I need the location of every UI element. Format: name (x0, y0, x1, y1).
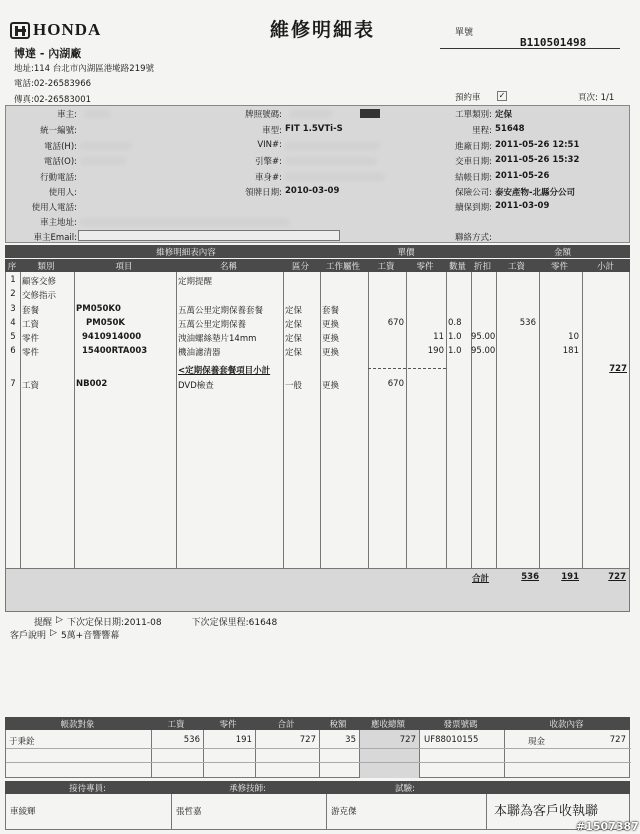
table-cell-seq: 6 (10, 346, 16, 356)
doc-no-label: 單號 (455, 28, 474, 38)
table-cell-seq: 2 (10, 289, 16, 299)
user-label: 使用人: (48, 188, 77, 198)
signature-header (5, 781, 630, 794)
engine-redacted (285, 157, 377, 165)
billing-col-invoice: 發票號碼 (443, 719, 478, 730)
vin-redacted (285, 142, 380, 150)
table-cell-div: 定保 (285, 334, 303, 344)
mileage-value: 51648 (495, 124, 525, 134)
table-cell-am-parts: 181 (562, 346, 579, 356)
brand-name: HONDA (33, 20, 102, 39)
reminder-line (34, 615, 277, 628)
table-cell-up-labor: 670 (387, 318, 404, 328)
tax-id-label: 統一編號: (40, 126, 77, 136)
total-label: 合計 (472, 574, 490, 584)
owner-address-redacted (80, 218, 290, 226)
table-cell-up-labor: 670 (387, 379, 404, 389)
table-cell-seq: 5 (10, 332, 16, 342)
table-cell-up-parts: 11 (433, 332, 444, 342)
watermark: #1507387 (576, 820, 639, 833)
billing-invoice: UF88010155 (424, 735, 479, 745)
next-service-date: 下次定保日期:2011-08 (66, 618, 162, 628)
out-date-value: 2011-05-26 15:32 (495, 155, 580, 165)
table-cell-item: 9410914000 (82, 332, 142, 342)
in-date-label: 進廠日期: (455, 142, 492, 152)
billing-body (5, 730, 630, 778)
owner-address-label: 車主地址: (40, 218, 77, 228)
col-seq: 序 (7, 261, 17, 272)
reception-name: 車綾輝 (10, 807, 36, 817)
billing-total: 727 (299, 735, 316, 745)
billing-parts: 191 (235, 735, 252, 745)
shop-fax: 傳真:02-26583001 (14, 95, 92, 105)
billing-pay-method: 現金 (528, 737, 546, 747)
arrow-right-icon: ▷ (50, 628, 57, 638)
table-cell-name: 五萬公里定期保養 (178, 320, 247, 330)
insurer-label: 保險公司: (455, 188, 492, 198)
table-cell-seq: 7 (10, 379, 16, 389)
group-content-header: 維修明細表內容 (156, 247, 216, 258)
col-division: 區分 (291, 261, 309, 272)
inspector-name: 游克傑 (331, 807, 357, 817)
table-cell-disc: 95.00 (471, 332, 496, 342)
customer-note-label: 客戶說明 (10, 631, 47, 641)
check-icon: ✓ (498, 91, 506, 100)
total-labor: 536 (521, 572, 539, 582)
billing-col-receivable: 應收總額 (370, 719, 405, 730)
billing-payer: 于秉銓 (9, 737, 35, 747)
billing-pay-amount: 727 (609, 735, 626, 745)
group-amount-header: 金額 (553, 247, 571, 258)
totals-row (5, 568, 630, 612)
table-cell-cat: 交修指示 (22, 291, 57, 301)
insurer-value: 泰安產物-北縣分公司 (495, 188, 576, 198)
signature-body (5, 794, 630, 830)
col-discount: 折扣 (473, 261, 491, 272)
table-cell-cat: 零件 (22, 348, 40, 358)
mobile-label: 行動電話: (40, 173, 77, 183)
table-cell-name: DVD檢查 (178, 381, 214, 391)
model-label: 車型: (262, 126, 282, 136)
shop-address: 地址:114 台北市內湖區港墘路219號 (14, 64, 155, 74)
billing-col-tax: 稅額 (329, 719, 347, 730)
plate-redacted (290, 110, 332, 118)
work-type-value: 定保 (495, 110, 513, 120)
total-parts: 191 (561, 572, 579, 582)
reception-label: 接待專員: (69, 783, 106, 794)
user-phone-label: 使用人電話: (31, 203, 77, 213)
reservation-label: 預約車 (455, 93, 481, 103)
table-cell-cat: 工資 (22, 381, 40, 391)
phone-h-redacted (80, 142, 132, 150)
phone-h-label: 電話(H): (44, 142, 77, 152)
col-amount-parts: 零件 (550, 261, 568, 272)
page-number: 頁次: 1/1 (578, 93, 615, 103)
reg-date-value: 2010-03-09 (285, 186, 340, 196)
table-cell-name: 定期提醒 (178, 277, 213, 287)
table-cell-attr: 套餐 (322, 306, 340, 316)
model-value: FIT 1.5VTi-S (285, 124, 343, 134)
table-cell-div: 定保 (285, 306, 303, 316)
shop-name: 博達 - 內湖廠 (14, 47, 82, 60)
table-cell-item: 15400RTA003 (82, 346, 148, 356)
table-cell-qty: 0.8 (448, 318, 462, 328)
table-cell-am-parts: 10 (568, 332, 579, 342)
customer-note: 5萬+音響響幕 (60, 631, 120, 641)
billing-labor: 536 (183, 735, 200, 745)
table-cell-div: 定保 (285, 348, 303, 358)
col-work-attr: 工作屬性 (325, 261, 360, 272)
table-cell-seq: 3 (10, 304, 16, 314)
group-unit-price-header: 單價 (397, 247, 415, 258)
billing-col-payer: 帳款對象 (60, 719, 95, 730)
table-cell-div: 一般 (285, 381, 303, 391)
table-cell-subtotal: 727 (609, 364, 627, 374)
table-cell-name: 洩油螺絲墊片14mm (178, 334, 257, 344)
next-service-mileage: 下次定保里程:61648 (191, 618, 278, 628)
table-group-header (5, 245, 630, 258)
table-cell-qty: 1.0 (448, 346, 462, 356)
col-category: 類別 (37, 261, 55, 272)
table-cell-attr: 更換 (322, 320, 340, 330)
page-title: 維修明細表 (270, 19, 376, 41)
table-cell-attr: 更換 (322, 381, 340, 391)
billing-col-labor: 工資 (167, 719, 185, 730)
table-cell-name: 五萬公里定期保養套餐 (178, 306, 264, 316)
body-redacted (285, 173, 385, 181)
owner-redacted (84, 110, 110, 118)
customer-note-line (10, 628, 119, 641)
billing-col-pay-content: 收款內容 (549, 719, 584, 730)
billing-header (5, 717, 630, 730)
table-cell-attr: 更換 (322, 348, 340, 358)
total-sum: 727 (608, 572, 626, 582)
ins-expiry-value: 2011-03-09 (495, 201, 550, 211)
table-cell-item: PM050K (86, 318, 126, 328)
billing-tax: 35 (345, 735, 356, 745)
plate-label: 牌照號碼: (245, 110, 282, 120)
table-cell-item: PM050K0 (76, 304, 121, 314)
table-cell-cat: 工資 (22, 320, 40, 330)
billing-col-total: 合計 (277, 719, 295, 730)
billing-receivable: 727 (399, 735, 416, 745)
table-cell-cat: 套餐 (22, 306, 40, 316)
vin-label: VIN#: (257, 140, 282, 150)
table-cell-qty: 1.0 (448, 332, 462, 342)
plate-highlight (360, 109, 380, 118)
reservation-checkbox (497, 91, 507, 101)
table-cell-up-parts: 190 (427, 346, 444, 356)
technician-name: 張哲嘉 (176, 807, 202, 817)
table-column-header (5, 259, 630, 272)
table-cell-name: <定期保養套餐項目小計 (178, 366, 271, 376)
table-cell-seq: 1 (10, 275, 16, 285)
shop-tel: 電話:02-26583966 (14, 79, 92, 89)
table-cell-name: 機油濾清器 (178, 348, 221, 358)
table-cell-seq: 4 (10, 318, 16, 328)
out-date-label: 交車日期: (455, 157, 492, 167)
honda-h-mark-icon (10, 22, 30, 39)
col-qty: 數量 (448, 261, 466, 272)
doc-no: B110501498 (520, 36, 587, 49)
owner-label: 車主: (57, 110, 77, 120)
engine-label: 引擎#: (255, 157, 282, 167)
work-type-label: 工單類別: (455, 110, 492, 120)
technician-label: 承修技師: (229, 783, 266, 794)
col-item: 項目 (115, 261, 133, 272)
arrow-right-icon: ▷ (56, 615, 63, 625)
table-cell-am-labor: 536 (519, 318, 536, 328)
billing-col-parts: 零件 (219, 719, 237, 730)
table-cell-item: NB002 (76, 379, 108, 389)
col-amount-labor: 工資 (507, 261, 525, 272)
close-date-label: 結帳日期: (455, 173, 492, 183)
inspector-label: 試驗: (395, 783, 415, 794)
body-label: 車身#: (255, 173, 282, 183)
table-cell-cat: 顧客交修 (22, 277, 57, 287)
owner-email-label: 車主Email: (33, 233, 77, 243)
table-cell-div: 定保 (285, 320, 303, 330)
copy-note: 本聯為客戶收執聯 (494, 804, 599, 819)
owner-email-field (78, 230, 340, 241)
col-unit-parts: 零件 (416, 261, 434, 272)
in-date-value: 2011-05-26 12:51 (495, 140, 580, 150)
col-subtotal: 小計 (596, 261, 614, 272)
table-cell-cat: 零件 (22, 334, 40, 344)
table-cell-attr: 更換 (322, 334, 340, 344)
table-body (5, 272, 630, 568)
contact-label: 聯絡方式: (455, 233, 492, 243)
mileage-label: 里程: (472, 126, 492, 136)
col-unit-labor: 工資 (377, 261, 395, 272)
reg-date-label: 領牌日期: (245, 188, 282, 198)
honda-logo (10, 20, 101, 40)
phone-o-redacted (80, 157, 126, 165)
col-name: 名稱 (219, 261, 237, 272)
ins-expiry-label: 續保到期: (455, 203, 492, 213)
close-date-value: 2011-05-26 (495, 171, 550, 181)
phone-o-label: 電話(O): (43, 157, 77, 167)
table-cell-disc: 95.00 (471, 346, 496, 356)
reminder-label: 提醒 (34, 618, 53, 628)
